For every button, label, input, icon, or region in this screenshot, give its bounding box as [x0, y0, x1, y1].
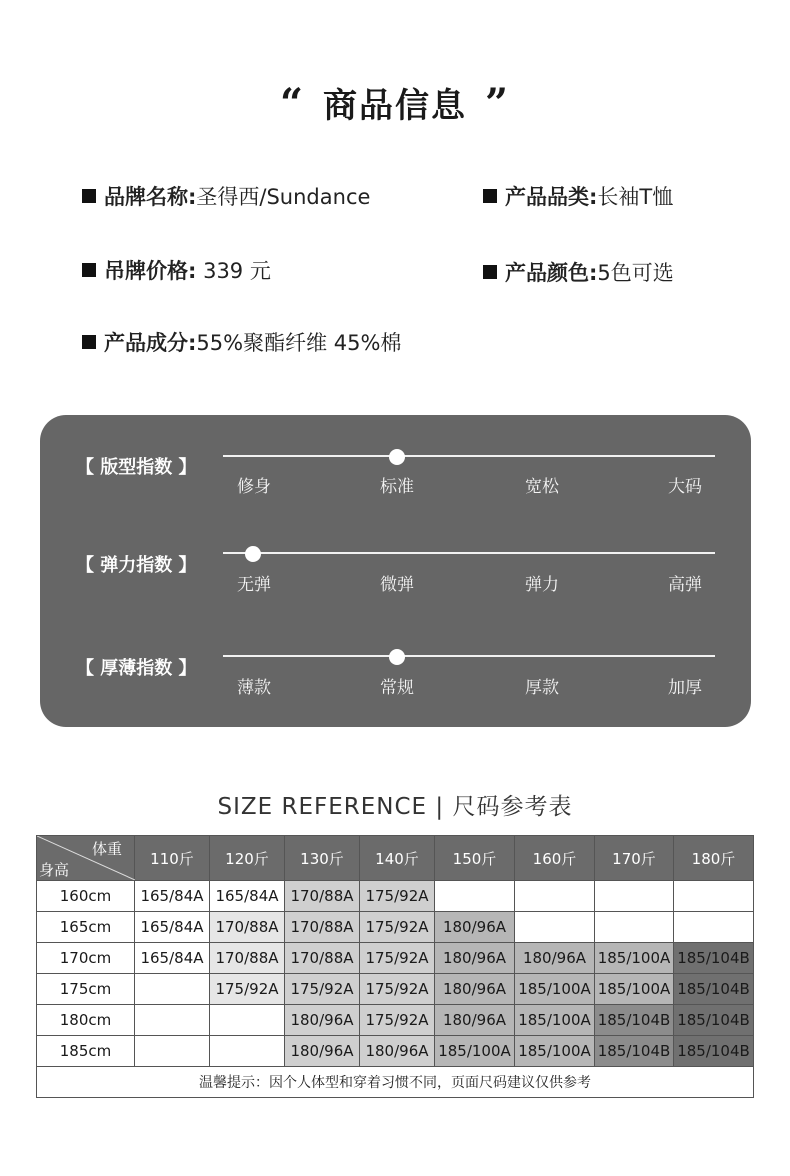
size-cell: 185/100A — [515, 1036, 595, 1067]
info-material — [82, 327, 401, 357]
fit-index-option: 修身 — [237, 477, 271, 497]
height-cell: 185cm — [37, 1036, 135, 1067]
fit-index-option: 大码 — [668, 477, 702, 497]
thickness-index-option: 薄款 — [237, 678, 271, 698]
thickness-index-option: 加厚 — [668, 678, 702, 698]
size-cell: 185/100A — [595, 974, 674, 1005]
stretch-index-option: 微弹 — [380, 575, 414, 595]
size-cell: 175/92A — [360, 881, 435, 912]
size-cell: 175/92A — [360, 1005, 435, 1036]
info-category-value: 长袖T恤 — [597, 185, 674, 209]
size-cell: 180/96A — [515, 943, 595, 974]
size-cell: 180/96A — [435, 974, 515, 1005]
size-cell: 185/104B — [595, 1036, 674, 1067]
square-bullet-icon — [82, 263, 96, 277]
stretch-index-option: 弹力 — [525, 575, 559, 595]
corner-weight-label: 体重 — [91, 840, 122, 858]
size-cell: 185/100A — [595, 943, 674, 974]
square-bullet-icon — [483, 189, 497, 203]
stretch-index-option: 无弹 — [237, 575, 271, 595]
size-cell: 180/96A — [360, 1036, 435, 1067]
size-cell: 165/84A — [135, 943, 210, 974]
square-bullet-icon — [82, 189, 96, 203]
size-cell — [435, 881, 515, 912]
thickness-index-label: 【 厚薄指数 】 — [76, 658, 197, 679]
info-category-label: 产品品类: — [505, 185, 598, 209]
table-row — [37, 974, 754, 1005]
size-cell: 175/92A — [210, 974, 285, 1005]
info-material-label: 产品成分: — [104, 331, 197, 355]
size-cell — [515, 881, 595, 912]
size-cell — [135, 1005, 210, 1036]
info-colors-label: 产品颜色: — [505, 261, 598, 285]
fit-index-option: 标准 — [380, 477, 414, 497]
size-table-header-row — [37, 836, 754, 881]
stretch-index-option: 高弹 — [668, 575, 702, 595]
weight-header: 180斤 — [674, 836, 754, 881]
info-material-value: 55%聚酯纤维 45%棉 — [196, 331, 402, 355]
table-row — [37, 912, 754, 943]
square-bullet-icon — [82, 335, 96, 349]
size-cell: 185/104B — [674, 1036, 754, 1067]
size-cell: 185/100A — [515, 974, 595, 1005]
size-cell: 175/92A — [285, 974, 360, 1005]
corner-cell — [37, 836, 135, 881]
info-brand-value: 圣得西/Sundance — [196, 185, 371, 209]
size-cell: 175/92A — [360, 943, 435, 974]
size-cell: 180/96A — [285, 1036, 360, 1067]
height-cell: 165cm — [37, 912, 135, 943]
close-quote: ” — [485, 80, 511, 127]
size-cell: 165/84A — [135, 912, 210, 943]
size-cell: 170/88A — [285, 881, 360, 912]
square-bullet-icon — [483, 265, 497, 279]
height-cell: 180cm — [37, 1005, 135, 1036]
size-cell — [135, 974, 210, 1005]
fit-index-marker — [389, 449, 405, 465]
height-cell: 160cm — [37, 881, 135, 912]
thickness-index-option: 常规 — [380, 678, 414, 698]
stretch-index-marker — [245, 546, 261, 562]
size-cell: 185/104B — [674, 974, 754, 1005]
size-cell: 170/88A — [285, 912, 360, 943]
corner-height-label: 身高 — [39, 861, 70, 879]
info-price — [82, 255, 271, 285]
open-quote: “ — [279, 80, 305, 127]
size-cell — [210, 1005, 285, 1036]
size-cell — [210, 1036, 285, 1067]
table-row — [37, 1036, 754, 1067]
fit-index-track — [223, 455, 715, 457]
table-row — [37, 881, 754, 912]
size-cell: 185/100A — [435, 1036, 515, 1067]
info-brand-label: 品牌名称: — [104, 185, 197, 209]
size-cell: 175/92A — [360, 974, 435, 1005]
weight-header: 130斤 — [285, 836, 360, 881]
table-row — [37, 943, 754, 974]
info-colors — [483, 257, 674, 287]
thickness-index-option: 厚款 — [525, 678, 559, 698]
size-cell: 185/100A — [515, 1005, 595, 1036]
size-cell: 180/96A — [435, 912, 515, 943]
height-cell: 175cm — [37, 974, 135, 1005]
size-cell: 180/96A — [285, 1005, 360, 1036]
size-cell: 170/88A — [210, 943, 285, 974]
note-row — [37, 1067, 754, 1098]
title-text: 商品信息 — [323, 86, 467, 126]
size-cell — [595, 912, 674, 943]
thickness-index-marker — [389, 649, 405, 665]
size-cell: 185/104B — [595, 1005, 674, 1036]
size-cell: 165/84A — [135, 881, 210, 912]
info-price-value: 339 元 — [196, 259, 271, 283]
weight-header: 120斤 — [210, 836, 285, 881]
size-cell: 170/88A — [285, 943, 360, 974]
weight-header: 170斤 — [595, 836, 674, 881]
size-cell: 175/92A — [360, 912, 435, 943]
page-title — [0, 78, 790, 127]
table-row — [37, 1005, 754, 1036]
stretch-index-label: 【 弹力指数 】 — [76, 555, 197, 576]
weight-header: 140斤 — [360, 836, 435, 881]
weight-header: 150斤 — [435, 836, 515, 881]
size-cell: 180/96A — [435, 943, 515, 974]
size-reference-title: SIZE REFERENCE | 尺码参考表 — [217, 794, 573, 820]
size-cell — [515, 912, 595, 943]
info-colors-value: 5色可选 — [597, 261, 674, 285]
size-cell: 165/84A — [210, 881, 285, 912]
info-category — [483, 181, 673, 211]
fit-index-option: 宽松 — [525, 477, 559, 497]
size-cell: 185/104B — [674, 943, 754, 974]
size-table — [36, 835, 754, 1098]
size-note: 温馨提示：因个人体型和穿着习惯不同，页面尺码建议仅供参考 — [37, 1067, 754, 1098]
info-price-label: 吊牌价格: — [104, 259, 197, 283]
weight-header: 160斤 — [515, 836, 595, 881]
size-cell: 185/104B — [674, 1005, 754, 1036]
size-table-body — [37, 881, 754, 1067]
size-cell — [674, 912, 754, 943]
size-cell: 180/96A — [435, 1005, 515, 1036]
height-cell: 170cm — [37, 943, 135, 974]
size-cell — [595, 881, 674, 912]
size-cell — [135, 1036, 210, 1067]
size-cell: 170/88A — [210, 912, 285, 943]
weight-header: 110斤 — [135, 836, 210, 881]
stretch-index-track — [223, 552, 715, 554]
fit-index-label: 【 版型指数 】 — [76, 457, 197, 478]
thickness-index-track — [223, 655, 715, 657]
index-panel — [40, 415, 751, 727]
size-cell — [674, 881, 754, 912]
info-brand — [82, 181, 370, 211]
